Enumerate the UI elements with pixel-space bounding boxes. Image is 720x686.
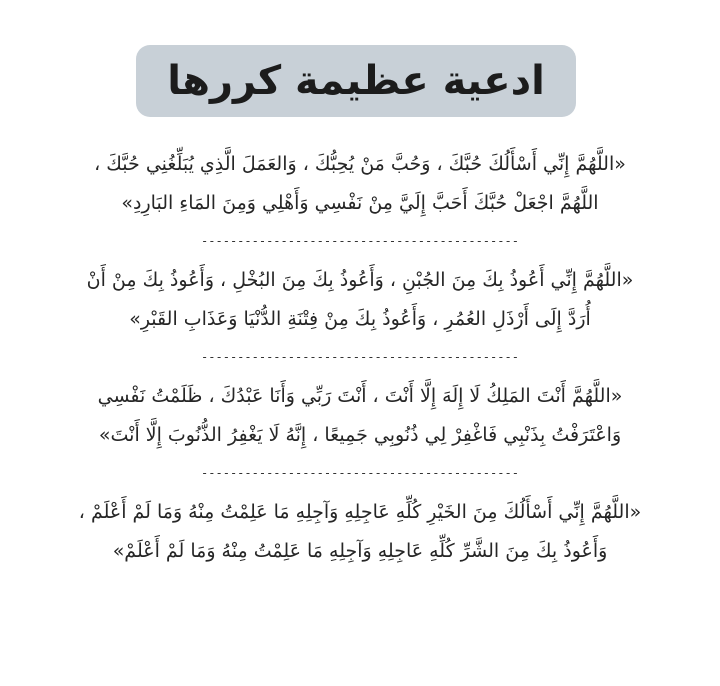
separator-3: -------------------------------------------- <box>201 466 519 480</box>
separator-2: -------------------------------------------- <box>201 350 519 364</box>
dua-4-line-2: وَأَعُوذُ بِكَ مِنَ الشَّرِّ كُلِّهِ عَاجِلِهِ وَآجِلِهِ مَا عَلِمْتُ مِنْهُ وَمَا لَمْ أَعْلَمْ» <box>112 540 608 562</box>
dua-4-line-1: «اللَّهُمَّ إِنِّي أَسْأَلُكَ مِنَ الخَيْرِ كُلِّهِ عَاجِلِهِ وَآجِلِهِ مَا عَلِمْتُ مِنْهُ وَمَا لَمْ أَعْلَمْ ، <box>78 501 642 523</box>
dua-2-line-1: «اللَّهُمَّ إِنِّي أَعُوذُ بِكَ مِنَ الجُبْنِ ، وَأَعُوذُ بِكَ مِنَ البُخْلِ ، وَأَعُوذُ بِكَ مِنْ أَنْ <box>86 269 634 291</box>
dua-1-line-1: «اللَّهُمَّ إِنِّي أَسْأَلُكَ حُبَّكَ ، وَحُبَّ مَنْ يُحِبُّكَ ، وَالعَمَلَ الَّذِي يُبَلِّغُنِي حُبَّكَ ، <box>94 153 626 175</box>
dua-2-line-2: أُرَدَّ إِلَى أَرْذَلِ العُمُرِ ، وَأَعُوذُ بِكَ مِنْ فِتْنَةِ الدُّنْيَا وَعَذَابِ القَبْرِ» <box>129 308 591 330</box>
separator-1: -------------------------------------------- <box>201 234 519 248</box>
dua-3-line-1: «اللَّهُمَّ أَنْتَ المَلِكُ لَا إِلَهَ إِلَّا أَنْتَ ، أَنْتَ رَبِّي وَأَنَا عَبْدُكَ ، ظَلَمْتُ نَفْسِي <box>97 385 623 407</box>
page-title: ادعية عظيمة كررها <box>167 58 545 104</box>
dua-2 <box>40 261 680 339</box>
dua-4 <box>40 493 680 571</box>
dua-3 <box>40 377 680 455</box>
dua-1-line-2: اللَّهُمَّ اجْعَلْ حُبَّكَ أَحَبَّ إِلَيَّ مِنْ نَفْسِي وَأَهْلِي وَمِنَ المَاءِ البَارِدِ» <box>121 192 599 214</box>
duas-list <box>40 145 680 571</box>
dua-1 <box>40 145 680 223</box>
title-banner <box>136 45 576 117</box>
dua-3-line-2: وَاعْتَرَفْتُ بِذَنْبِي فَاغْفِرْ لِي ذُنُوبِي جَمِيعًا ، إِنَّهُ لَا يَغْفِرُ الذُّنُوبَ إِلَّا أَنْتَ» <box>98 424 622 446</box>
